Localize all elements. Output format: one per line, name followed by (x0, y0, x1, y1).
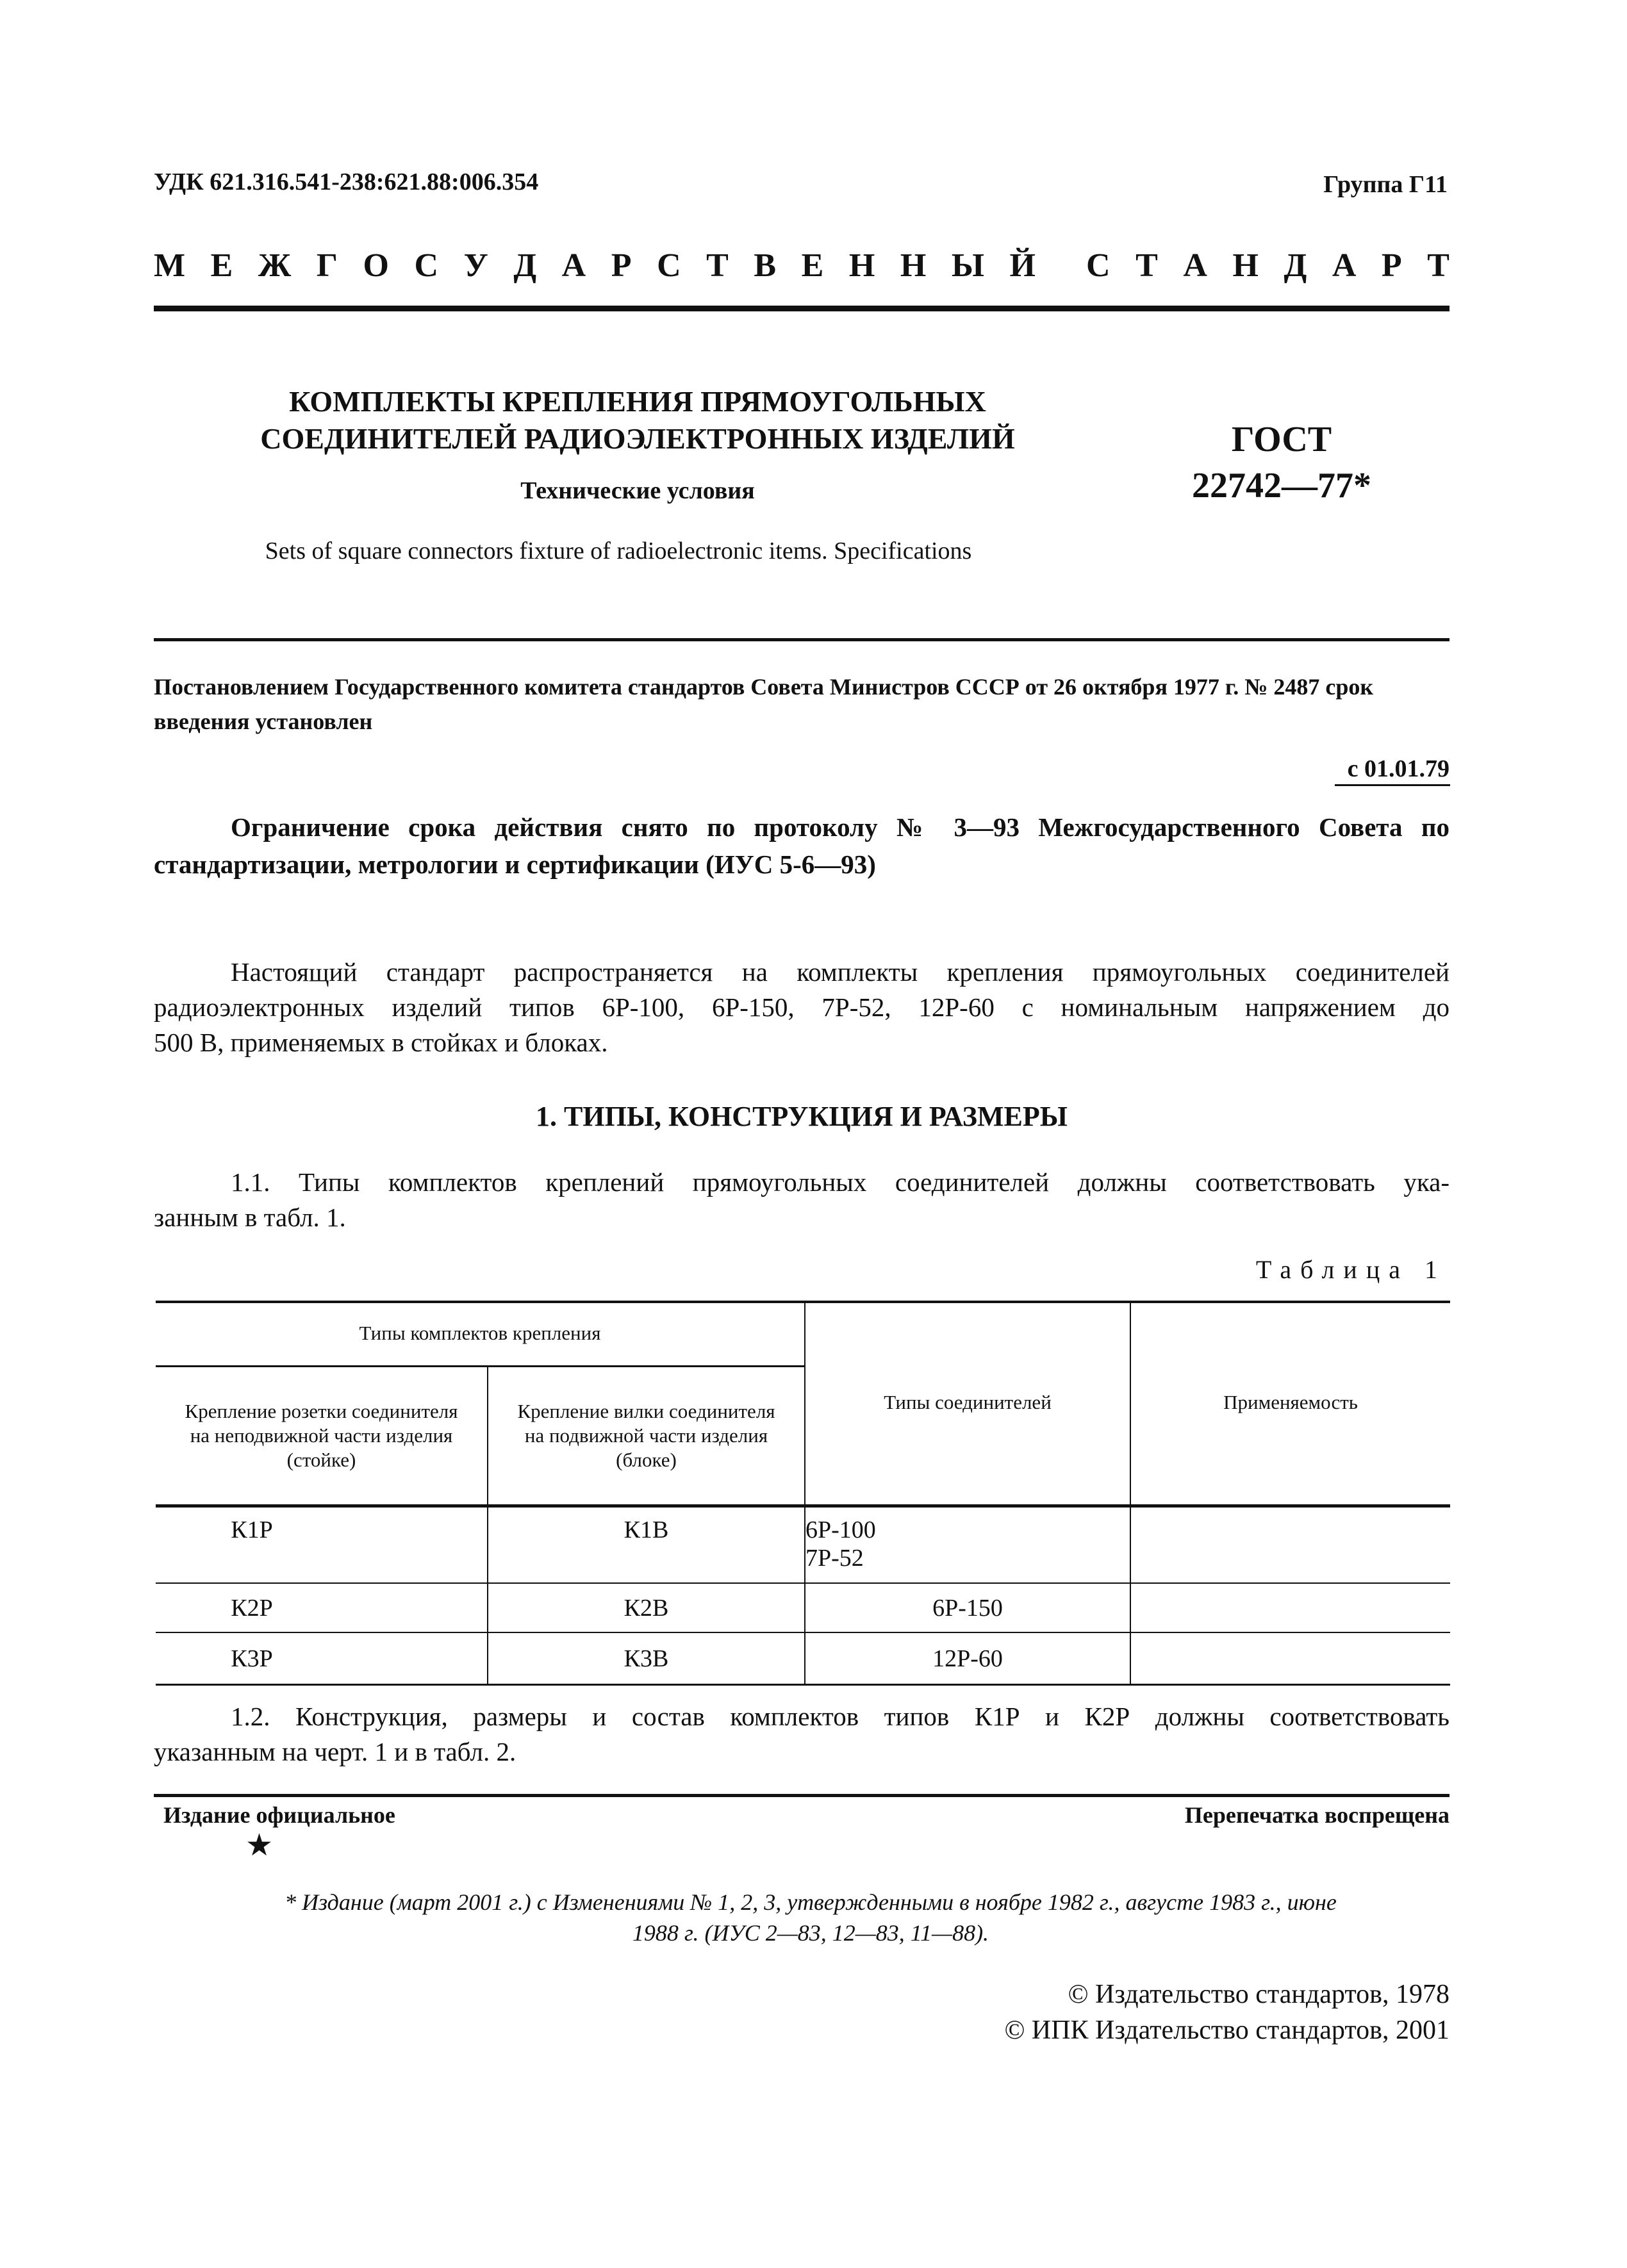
connector-type: 7Р-52 (805, 1545, 864, 1572)
gost-number: 22742—77* (1192, 466, 1371, 505)
edition-footnote (192, 1887, 1429, 1948)
table-1 (156, 1301, 1450, 1685)
document-subtitle: Технические условия (520, 477, 755, 504)
p12-line-1: 1.2. Конструкция, размеры и состав комплектов типов К1Р и К2Р должны соответствовать (231, 1702, 1449, 1731)
table-header-bottom-border (156, 1504, 1450, 1508)
header-applicability: Применяемость (1223, 1391, 1358, 1413)
intro-line-1: Настоящий стандарт распространяется на комплекты крепления прямоугольных соединителей (231, 957, 1449, 987)
date-underline (1335, 784, 1450, 786)
document-title (192, 383, 1083, 457)
decree-text: Постановлением Государственного комитета стандартов Совета Министров СССР от 26 октября 1977 г. № 2487 срок введения установлен (154, 674, 1374, 734)
table-cell: К2В (624, 1594, 669, 1622)
table-cell: К1В (624, 1516, 669, 1543)
title-line-1: КОМПЛЕКТЫ КРЕПЛЕНИЯ ПРЯМОУГОЛЬНЫХ (289, 385, 986, 418)
intro-paragraph (154, 955, 1449, 1060)
star-icon: ★ (245, 1828, 274, 1862)
table-cell: К3В (624, 1645, 669, 1672)
footer-rule (154, 1794, 1449, 1797)
reprint-prohibited: Перепечатка воспрещена (1184, 1802, 1449, 1828)
group-code: Группа Г11 (1323, 171, 1448, 198)
footnote-line-2: 1988 г. (ИУС 2—83, 12—83, 11—88). (632, 1920, 989, 1946)
table-cell: 12Р-60 (932, 1645, 1003, 1672)
limitation-note (154, 809, 1449, 883)
section-1-title: 1. ТИПЫ, КОНСТРУКЦИЯ И РАЗМЕРЫ (536, 1101, 1068, 1132)
table-label: Таблица 1 (1255, 1255, 1446, 1284)
gost-label: ГОСТ (1231, 420, 1332, 459)
copyright-2001: © ИПК Издательство стандартов, 2001 (1004, 2016, 1449, 2045)
intro-line-2: радиоэлектронных изделий типов 6Р-100, 6Р-150, 7Р-52, 12Р-60 с номинальным напряжением до (154, 992, 1449, 1022)
header-mount-types: Типы комплектов крепления (359, 1321, 601, 1344)
table-cell: 6Р-150 (932, 1594, 1003, 1622)
header-connector-types: Типы соединителей (884, 1391, 1052, 1413)
p12-line-2: указанным на черт. 1 и в табл. 2. (154, 1737, 516, 1766)
english-title: Sets of square connectors fixture of radioelectronic items. Specifications (265, 538, 972, 564)
connector-type: 6Р-100 (805, 1516, 876, 1543)
footnote-line-1: * Издание (март 2001 г.) с Изменениями № 1, 2, 3, утвержденными в ноябре 1982 г., августе 1983 г., июне (285, 1889, 1337, 1915)
p11-line-1: 1.1. Типы комплектов креплений прямоугольных соединителей должны соответствовать ука- (231, 1167, 1449, 1197)
header-socket-mount: Крепление розетки соединителя на неподвижной части изделия (стойке) (185, 1400, 458, 1471)
table-cell: К3Р (231, 1645, 273, 1672)
udk-code: УДК 621.316.541-238:621.88:006.354 (154, 168, 539, 195)
effective-date: с 01.01.79 (1347, 755, 1449, 782)
table-bottom-border (156, 1684, 1450, 1686)
p11-line-2: занным в табл. 1. (154, 1203, 346, 1232)
limitation-line-2: стандартизации, метрологии и сертификации (ИУС 5-6—93) (154, 850, 876, 879)
limitation-line-1: Ограничение срока действия снято по протоколу № 3—93 Межгосударственного Совета по (231, 812, 1449, 842)
gost-designation (1141, 416, 1423, 509)
paragraph-1-1 (154, 1165, 1449, 1235)
intro-line-3: 500 В, применяемых в стойках и блоках. (154, 1028, 608, 1057)
title-rule (154, 638, 1449, 641)
header-rule (154, 306, 1449, 311)
official-edition: Издание официальное (163, 1802, 395, 1828)
table-cell (805, 1516, 1130, 1580)
copyright-block (1004, 1976, 1449, 2048)
standard-type-heading: М Е Ж Г О С У Д А Р С Т В Е Н Н Ы Й С Т А Н Д А Р Т (154, 247, 1449, 284)
table-cell: К2Р (231, 1594, 273, 1622)
copyright-1978: © Издательство стандартов, 1978 (1068, 1980, 1449, 2009)
table-cell: К1Р (231, 1516, 273, 1543)
paragraph-1-2 (154, 1699, 1449, 1770)
header-plug-mount: Крепление вилки соединителя на подвижной части изделия (блоке) (517, 1400, 775, 1471)
title-line-2: СОЕДИНИТЕЛЕЙ РАДИОЭЛЕКТРОННЫХ ИЗДЕЛИЙ (260, 422, 1015, 455)
